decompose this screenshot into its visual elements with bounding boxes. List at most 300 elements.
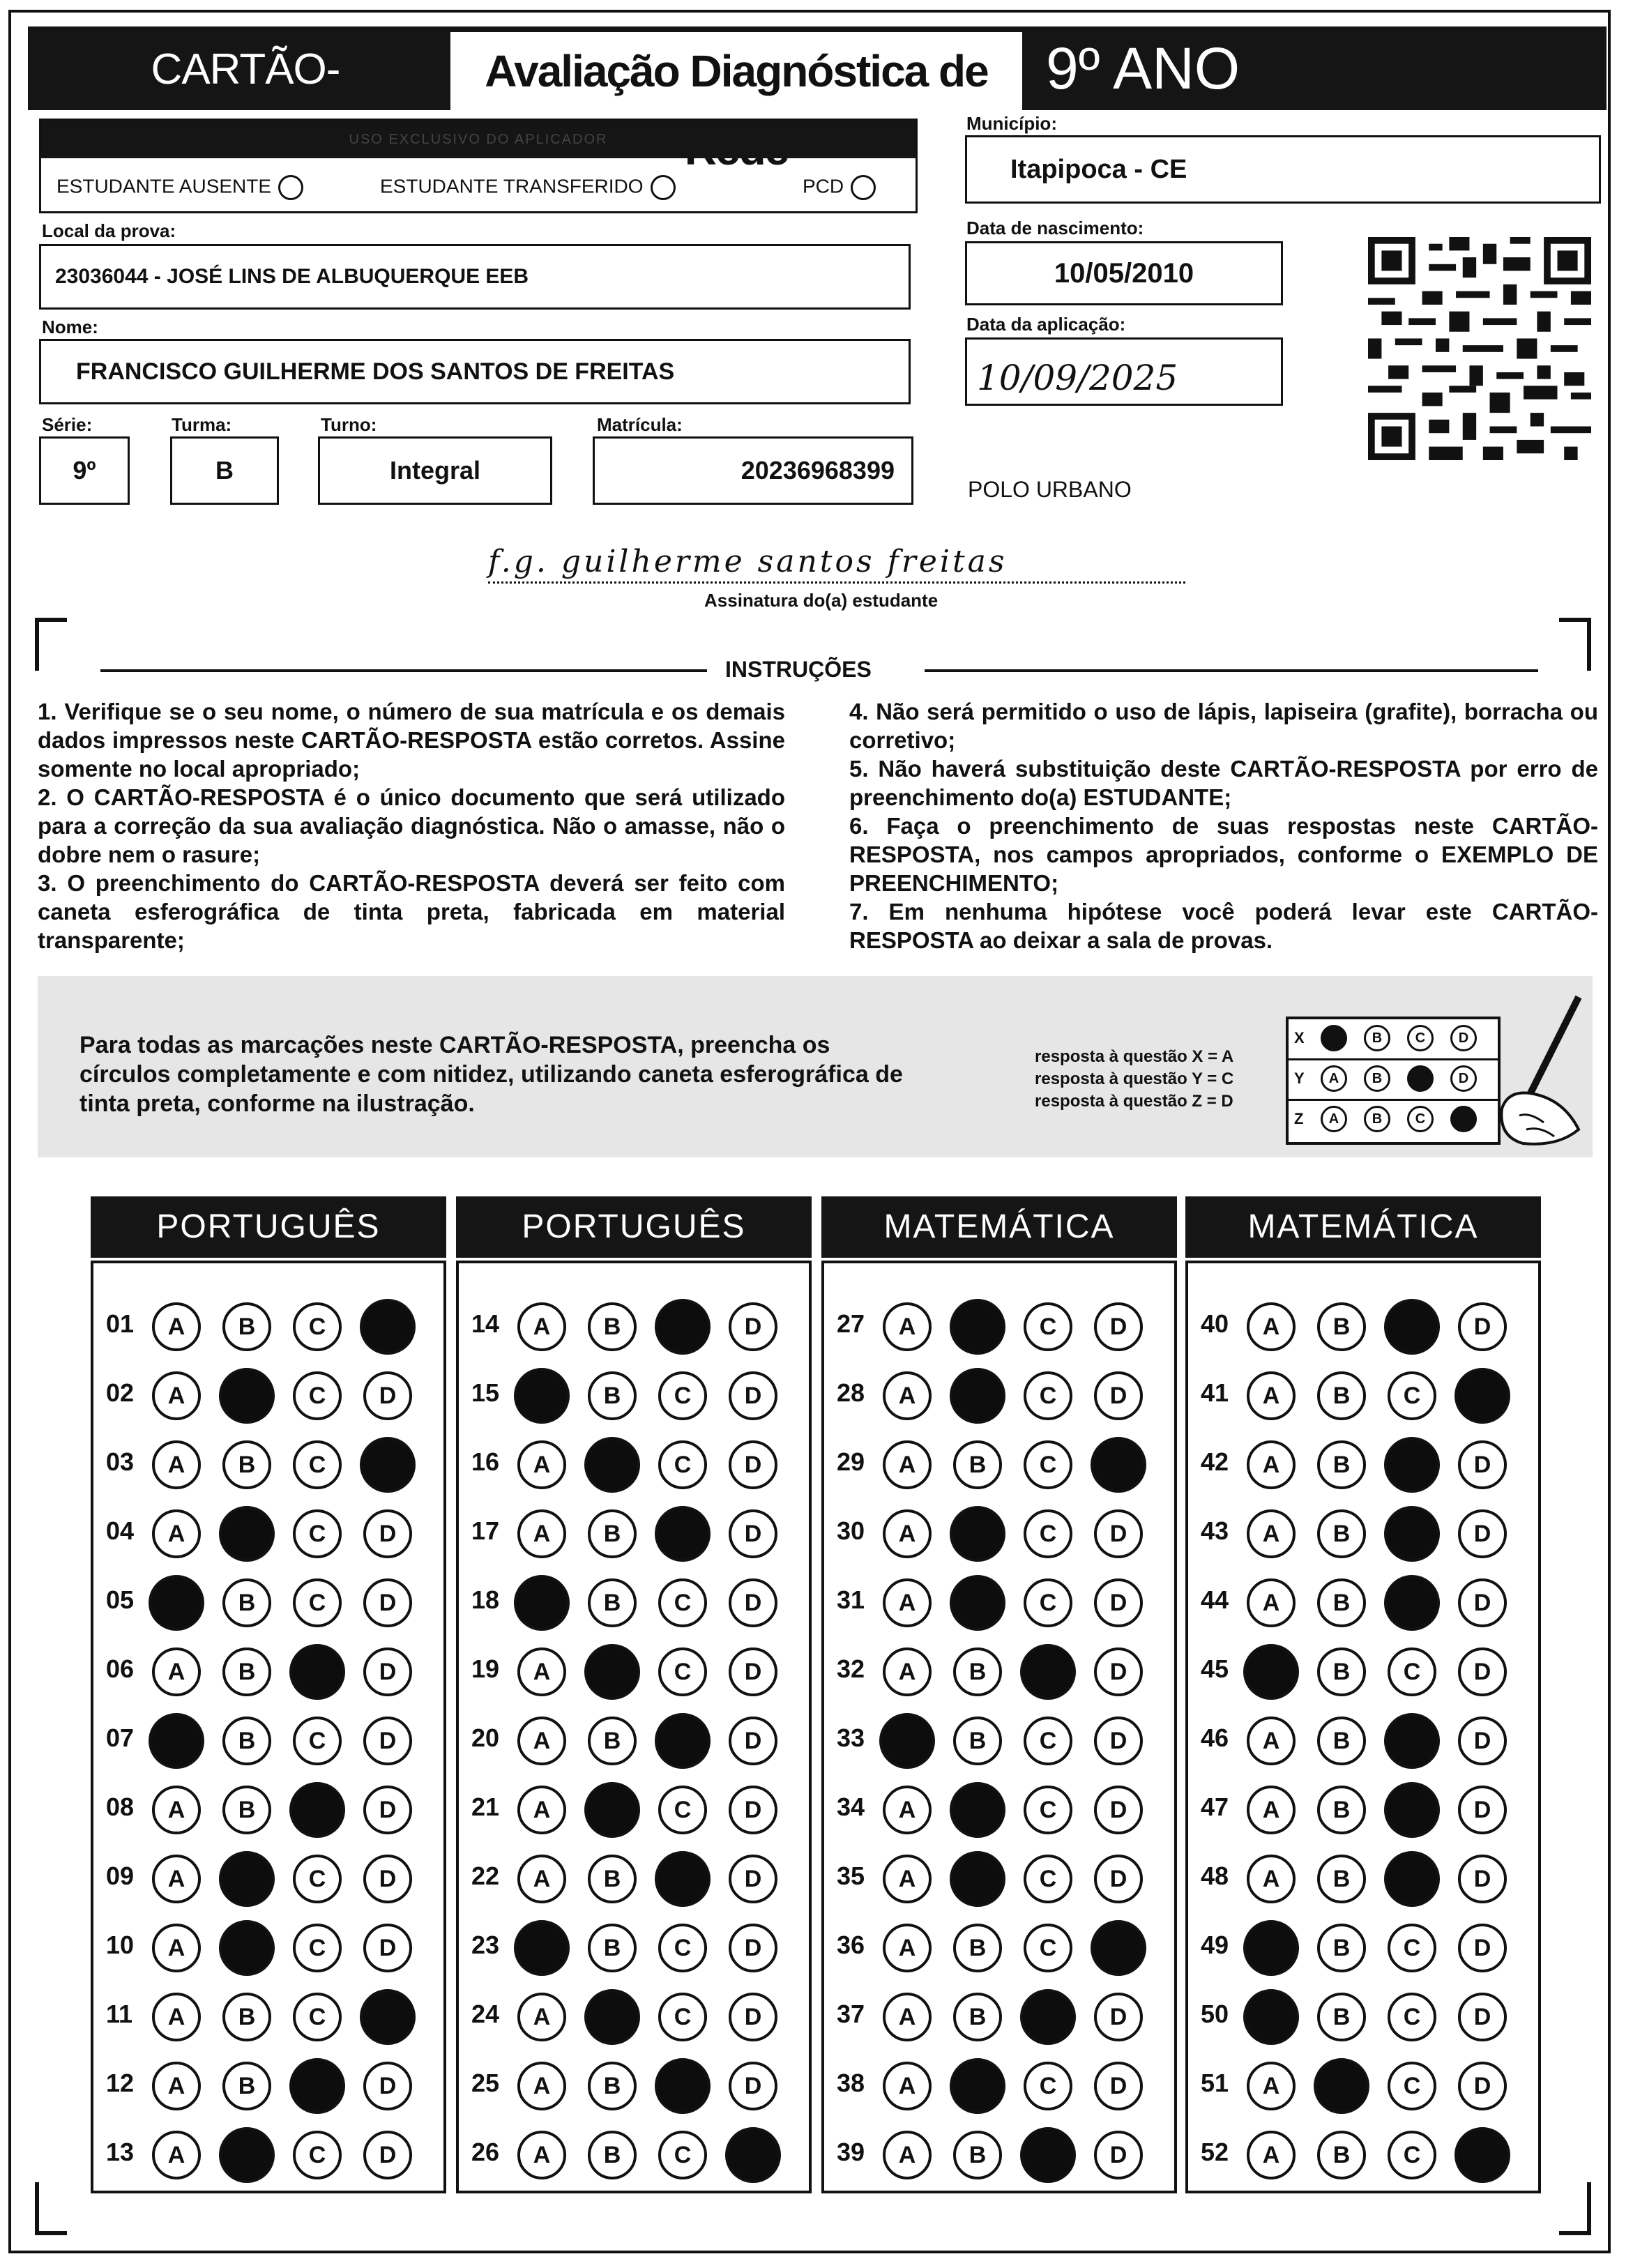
question-row xyxy=(106,2117,434,2186)
question-number: 30 xyxy=(837,1516,865,1545)
answer-bubble-b[interactable]: B xyxy=(1317,1302,1366,1351)
answer-bubble-a[interactable]: A xyxy=(517,1302,566,1351)
answer-bubble-d[interactable]: D xyxy=(729,1786,777,1834)
question-number: 49 xyxy=(1201,1931,1229,1959)
question-row xyxy=(837,1841,1164,1910)
answer-bubble-d[interactable]: D xyxy=(1458,1302,1507,1351)
answer-bubble-b[interactable]: B xyxy=(953,1647,1002,1696)
answer-bubble-d[interactable]: D xyxy=(729,2062,777,2110)
answer-bubble-c[interactable]: C xyxy=(289,1644,345,1700)
transferred-option[interactable] xyxy=(380,175,676,200)
answer-bubble-c[interactable]: C xyxy=(1384,1713,1440,1769)
answer-bubble-b[interactable]: B xyxy=(1317,1371,1366,1420)
answer-bubble-c[interactable]: C xyxy=(293,2131,342,2179)
answer-bubble-d[interactable]: D xyxy=(1458,1855,1507,1903)
question-number: 26 xyxy=(471,2138,500,2166)
answer-bubble-b[interactable]: B xyxy=(950,1299,1005,1355)
answer-bubble-c[interactable]: C xyxy=(293,1371,342,1420)
answer-bubble-d[interactable]: D xyxy=(1454,1368,1510,1424)
answer-bubble-c[interactable]: C xyxy=(289,1782,345,1838)
answer-bubble-a[interactable]: A xyxy=(517,2131,566,2179)
question-row xyxy=(837,1495,1164,1565)
answer-bubble-a[interactable]: A xyxy=(1247,1717,1296,1765)
answer-bubble-d[interactable]: D xyxy=(360,1299,416,1355)
answer-bubble-d[interactable]: D xyxy=(1458,1440,1507,1489)
answer-bubble-b[interactable]: B xyxy=(953,1924,1002,1972)
instruction-3: 3. O preenchimento do CARTÃO-RESPOSTA deverá ser feito com caneta esferográfica de tinta preta, fabricada em material transparente; xyxy=(38,870,785,953)
question-number: 36 xyxy=(837,1931,865,1959)
answer-bubble-d[interactable]: D xyxy=(1094,1371,1143,1420)
answer-bubble-b[interactable]: B xyxy=(584,1437,640,1493)
answer-bubble-d[interactable]: D xyxy=(363,1578,412,1627)
question-row xyxy=(106,1357,434,1427)
question-number: 27 xyxy=(837,1309,865,1338)
answer-bubble-d[interactable]: D xyxy=(1094,2131,1143,2179)
answer-bubble-b[interactable]: B xyxy=(588,1924,637,1972)
answer-bubble-b[interactable]: B xyxy=(588,1578,637,1627)
answer-bubble-d[interactable]: D xyxy=(1094,2062,1143,2110)
answer-bubble-d[interactable]: D xyxy=(1458,1509,1507,1558)
answer-bubble-a[interactable]: A xyxy=(1247,1578,1296,1627)
answer-bubble-d[interactable]: D xyxy=(360,1989,416,2045)
answer-bubble-c[interactable]: C xyxy=(1024,1855,1072,1903)
answer-bubble-c[interactable]: C xyxy=(1388,1371,1436,1420)
answer-bubble-a[interactable]: A xyxy=(1247,1786,1296,1834)
answer-bubble-a[interactable]: A xyxy=(514,1575,570,1631)
answer-bubble-a[interactable]: A xyxy=(883,1993,932,2041)
answer-bubble-b[interactable]: B xyxy=(584,1782,640,1838)
answer-bubble-a[interactable]: A xyxy=(883,1302,932,1351)
column-header: MATEMÁTICA xyxy=(1185,1196,1541,1258)
answer-bubble-d[interactable]: D xyxy=(729,1647,777,1696)
answer-bubble-a[interactable]: A xyxy=(883,1786,932,1834)
answer-bubble-b[interactable]: B xyxy=(950,1506,1005,1562)
question-number: 17 xyxy=(471,1516,500,1545)
answer-bubble-d[interactable]: D xyxy=(729,1993,777,2041)
answer-bubble-c[interactable]: C xyxy=(1388,1924,1436,1972)
answer-bubble-a[interactable]: A xyxy=(1243,1920,1299,1976)
answer-bubble-b[interactable]: B xyxy=(953,2131,1002,2179)
answer-bubble-c[interactable]: C xyxy=(1388,1647,1436,1696)
answer-bubble-c[interactable]: C xyxy=(1024,1717,1072,1765)
answer-bubble-b[interactable]: B xyxy=(222,1302,271,1351)
answer-bubble-c[interactable]: C xyxy=(658,1993,707,2041)
answer-bubble-c[interactable]: C xyxy=(293,1509,342,1558)
turma-label: Turma: xyxy=(172,414,232,435)
answer-bubble-b[interactable]: B xyxy=(1317,1855,1366,1903)
answer-bubble-a[interactable]: A xyxy=(152,1647,201,1696)
example-row xyxy=(1289,1019,1498,1060)
answer-bubble-a[interactable]: A xyxy=(152,1302,201,1351)
question-row xyxy=(1201,1703,1528,1772)
example-legend xyxy=(1035,1046,1233,1113)
question-row xyxy=(106,1910,434,1979)
answer-bubble-a[interactable]: A xyxy=(883,1578,932,1627)
answer-bubble-c[interactable]: C xyxy=(293,1440,342,1489)
answer-bubble-d[interactable]: D xyxy=(725,2127,781,2183)
question-number: 37 xyxy=(837,2000,865,2028)
question-row xyxy=(106,1495,434,1565)
answer-bubble-b[interactable]: B xyxy=(1317,1717,1366,1765)
answer-bubble-a[interactable]: A xyxy=(1247,1440,1296,1489)
answer-bubble-c[interactable]: C xyxy=(1384,1851,1440,1907)
question-number: 45 xyxy=(1201,1654,1229,1683)
answer-bubble-c[interactable]: C xyxy=(289,2058,345,2114)
answer-bubble-d[interactable]: D xyxy=(1458,1717,1507,1765)
answer-bubble-a[interactable]: A xyxy=(883,2062,932,2110)
answer-bubble-a[interactable]: A xyxy=(517,1647,566,1696)
answer-bubble-c[interactable]: C xyxy=(658,1786,707,1834)
answer-bubble-b[interactable]: B xyxy=(950,1782,1005,1838)
student-signature: f.g. guilherme santos freitas xyxy=(488,544,1008,579)
answer-bubble-a[interactable]: A xyxy=(517,2062,566,2110)
question-number: 43 xyxy=(1201,1516,1229,1545)
answer-bubble-a[interactable]: A xyxy=(1247,1855,1296,1903)
answer-bubble-a[interactable]: A xyxy=(152,1440,201,1489)
answer-bubble-b[interactable]: B xyxy=(950,2058,1005,2114)
answer-bubble-d[interactable]: D xyxy=(360,1437,416,1493)
answer-bubble-b[interactable]: B xyxy=(1317,1440,1366,1489)
column-header: MATEMÁTICA xyxy=(821,1196,1177,1258)
question-number: 21 xyxy=(471,1793,500,1821)
answer-bubble-a[interactable]: A xyxy=(1247,1302,1296,1351)
answer-bubble-c[interactable]: C xyxy=(1024,1440,1072,1489)
answer-bubble-c[interactable]: C xyxy=(1024,1786,1072,1834)
card-title: CARTÃO- xyxy=(151,45,340,93)
question-row xyxy=(1201,1979,1528,2048)
answer-bubble-a[interactable]: A xyxy=(152,1855,201,1903)
instructions-right xyxy=(849,697,1598,954)
answer-bubble-c[interactable]: C xyxy=(658,1440,707,1489)
serie-label: Série: xyxy=(42,414,93,435)
question-number: 08 xyxy=(106,1793,135,1821)
answer-bubble-a[interactable]: A xyxy=(517,1993,566,2041)
answer-bubble-b[interactable]: B xyxy=(1317,1993,1366,2041)
answer-bubble-d[interactable]: D xyxy=(363,1924,412,1972)
answer-bubble-a[interactable]: A xyxy=(149,1713,204,1769)
example-grid xyxy=(1286,1017,1501,1145)
answer-bubble-c[interactable]: C xyxy=(1024,1302,1072,1351)
example-bubble-b: B xyxy=(1364,1065,1390,1092)
question-number: 50 xyxy=(1201,2000,1229,2028)
example-legend-x: resposta à questão X = A xyxy=(1035,1047,1234,1066)
instructions-rule-left xyxy=(100,669,707,672)
answer-bubble-d[interactable]: D xyxy=(1094,1786,1143,1834)
answer-bubble-c[interactable]: C xyxy=(655,1506,711,1562)
answer-bubble-a[interactable]: A xyxy=(883,1924,932,1972)
absent-circle[interactable] xyxy=(278,175,303,200)
pcd-option[interactable] xyxy=(803,175,876,200)
answer-bubble-a[interactable]: A xyxy=(1243,1989,1299,2045)
question-row xyxy=(106,1772,434,1841)
answer-bubble-d[interactable]: D xyxy=(363,1371,412,1420)
answer-bubble-a[interactable]: A xyxy=(1243,1644,1299,1700)
answer-bubble-d[interactable]: D xyxy=(363,1717,412,1765)
answer-bubble-b[interactable]: B xyxy=(219,1920,275,1976)
answer-bubble-c[interactable]: C xyxy=(293,1924,342,1972)
applicator-header: USO EXCLUSIVO DO APLICADOR xyxy=(41,121,916,158)
question-row xyxy=(1201,1288,1528,1358)
answer-bubble-b[interactable]: B xyxy=(953,1717,1002,1765)
answer-bubble-c[interactable]: C xyxy=(1384,1575,1440,1631)
answer-bubble-d[interactable]: D xyxy=(363,2131,412,2179)
answer-bubble-a[interactable]: A xyxy=(517,1717,566,1765)
question-number: 39 xyxy=(837,2138,865,2166)
answer-bubble-b[interactable]: B xyxy=(584,1989,640,2045)
answer-bubble-c[interactable]: C xyxy=(658,1371,707,1420)
answer-bubble-d[interactable]: D xyxy=(1458,1578,1507,1627)
question-number: 41 xyxy=(1201,1378,1229,1407)
answer-bubble-b[interactable]: B xyxy=(950,1368,1005,1424)
question-row xyxy=(1201,2048,1528,2117)
question-row xyxy=(1201,1841,1528,1910)
answer-bubble-a[interactable]: A xyxy=(152,2062,201,2110)
example-row-label: X xyxy=(1294,1029,1305,1047)
question-row xyxy=(106,1288,434,1358)
answer-bubble-c[interactable]: C xyxy=(655,2058,711,2114)
answer-bubble-b[interactable]: B xyxy=(222,1993,271,2041)
answer-bubble-c[interactable]: C xyxy=(1024,1509,1072,1558)
answer-bubble-c[interactable]: C xyxy=(1384,1299,1440,1355)
answer-bubble-d[interactable]: D xyxy=(1094,1302,1143,1351)
answer-bubble-b[interactable]: B xyxy=(588,1717,637,1765)
answer-bubble-c[interactable]: C xyxy=(658,1578,707,1627)
answer-bubble-c[interactable]: C xyxy=(293,1578,342,1627)
question-number: 09 xyxy=(106,1862,135,1890)
question-number: 07 xyxy=(106,1723,135,1752)
answer-bubble-a[interactable]: A xyxy=(152,1371,201,1420)
answer-bubble-c[interactable]: C xyxy=(1020,1989,1076,2045)
answer-bubble-a[interactable]: A xyxy=(152,1509,201,1558)
answer-bubble-b[interactable]: B xyxy=(588,1855,637,1903)
answer-bubble-b[interactable]: B xyxy=(222,2062,271,2110)
answer-bubble-a[interactable]: A xyxy=(517,1509,566,1558)
answer-bubble-c[interactable]: C xyxy=(1024,2062,1072,2110)
answer-bubble-a[interactable]: A xyxy=(883,1371,932,1420)
question-row xyxy=(106,1703,434,1772)
answer-bubble-c[interactable]: C xyxy=(1384,1506,1440,1562)
answer-bubble-d[interactable]: D xyxy=(729,1924,777,1972)
answer-bubble-d[interactable]: D xyxy=(1094,1717,1143,1765)
column-header: PORTUGUÊS xyxy=(91,1196,446,1258)
qr-code xyxy=(1368,237,1591,460)
question-number: 24 xyxy=(471,2000,500,2028)
answer-bubble-b[interactable]: B xyxy=(1317,2131,1366,2179)
answer-bubble-a[interactable]: A xyxy=(514,1920,570,1976)
matricula-label: Matrícula: xyxy=(597,414,683,435)
answer-bubble-b[interactable]: B xyxy=(588,1509,637,1558)
municipio-label: Município: xyxy=(966,113,1057,134)
example-row-label: Z xyxy=(1294,1110,1304,1127)
answer-bubble-a[interactable]: A xyxy=(883,1509,932,1558)
answer-bubble-c[interactable]: C xyxy=(658,2131,707,2179)
answer-bubble-d[interactable]: D xyxy=(729,1855,777,1903)
answer-bubble-d[interactable]: D xyxy=(1091,1437,1146,1493)
answer-bubble-a[interactable]: A xyxy=(883,2131,932,2179)
answer-bubble-d[interactable]: D xyxy=(1458,2062,1507,2110)
answer-bubble-d[interactable]: D xyxy=(363,1647,412,1696)
answer-bubble-c[interactable]: C xyxy=(1024,1924,1072,1972)
answer-bubble-b[interactable]: B xyxy=(1317,1786,1366,1834)
answer-bubble-b[interactable]: B xyxy=(1317,1578,1366,1627)
answer-bubble-d[interactable]: D xyxy=(1094,1855,1143,1903)
answer-bubble-b[interactable]: B xyxy=(584,1644,640,1700)
question-row xyxy=(471,1288,799,1358)
answer-bubble-b[interactable]: B xyxy=(1317,1924,1366,1972)
question-row xyxy=(471,1426,799,1496)
answer-bubble-a[interactable]: A xyxy=(517,1440,566,1489)
answer-bubble-a[interactable]: A xyxy=(883,1647,932,1696)
answer-bubble-b[interactable]: B xyxy=(222,1717,271,1765)
question-row xyxy=(471,1841,799,1910)
answer-bubble-d[interactable]: D xyxy=(729,1302,777,1351)
question-number: 14 xyxy=(471,1309,500,1338)
pcd-circle[interactable] xyxy=(851,175,876,200)
answer-bubble-d[interactable]: D xyxy=(729,1440,777,1489)
answer-bubble-d[interactable]: D xyxy=(363,1786,412,1834)
pcd-label: PCD xyxy=(803,175,844,197)
answer-bubble-a[interactable]: A xyxy=(1247,2131,1296,2179)
signature-label: Assinatura do(a) estudante xyxy=(704,590,939,611)
answer-bubble-c[interactable]: C xyxy=(293,1717,342,1765)
question-number: 40 xyxy=(1201,1309,1229,1338)
transferred-circle[interactable] xyxy=(651,175,676,200)
answer-bubble-b[interactable]: B xyxy=(1314,2058,1369,2114)
question-number: 16 xyxy=(471,1447,500,1476)
answer-bubble-c[interactable]: C xyxy=(655,1713,711,1769)
answer-bubble-a[interactable]: A xyxy=(152,1924,201,1972)
answer-bubble-b[interactable]: B xyxy=(588,1371,637,1420)
answer-bubble-c[interactable]: C xyxy=(1388,2062,1436,2110)
answer-bubble-b[interactable]: B xyxy=(219,2127,275,2183)
answer-bubble-c[interactable]: C xyxy=(655,1299,711,1355)
answer-bubble-b[interactable]: B xyxy=(222,1440,271,1489)
question-number: 19 xyxy=(471,1654,500,1683)
absent-option[interactable] xyxy=(56,175,303,200)
answer-bubble-d[interactable]: D xyxy=(729,1371,777,1420)
turma-field: B xyxy=(170,436,279,505)
question-number: 47 xyxy=(1201,1793,1229,1821)
answer-bubble-d[interactable]: D xyxy=(729,1717,777,1765)
answer-bubble-b[interactable]: B xyxy=(953,1440,1002,1489)
answer-bubble-c[interactable]: C xyxy=(293,1855,342,1903)
answer-bubble-a[interactable]: A xyxy=(1247,1509,1296,1558)
answer-bubble-d[interactable]: D xyxy=(1094,1509,1143,1558)
answer-bubble-b[interactable]: B xyxy=(222,1647,271,1696)
answer-bubble-d[interactable]: D xyxy=(1458,1924,1507,1972)
answer-bubble-b[interactable]: B xyxy=(588,1302,637,1351)
question-number: 25 xyxy=(471,2069,500,2097)
answer-bubble-c[interactable]: C xyxy=(1384,1782,1440,1838)
question-row xyxy=(837,1288,1164,1358)
answer-bubble-a[interactable]: A xyxy=(152,2131,201,2179)
answer-bubble-a[interactable]: A xyxy=(152,1786,201,1834)
answer-bubble-d[interactable]: D xyxy=(1454,2127,1510,2183)
answer-bubble-d[interactable]: D xyxy=(1094,1578,1143,1627)
answer-bubble-c[interactable]: C xyxy=(293,1302,342,1351)
question-row xyxy=(837,2048,1164,2117)
answer-bubble-a[interactable]: A xyxy=(149,1575,204,1631)
answer-bubble-a[interactable]: A xyxy=(152,1993,201,2041)
question-row xyxy=(1201,1910,1528,1979)
answer-bubble-c[interactable]: C xyxy=(1384,1437,1440,1493)
answer-bubble-a[interactable]: A xyxy=(879,1713,935,1769)
answer-bubble-a[interactable]: A xyxy=(517,1786,566,1834)
example-bubble-c: C xyxy=(1407,1025,1434,1051)
answer-bubble-b[interactable]: B xyxy=(588,2131,637,2179)
answer-bubble-d[interactable]: D xyxy=(1458,1786,1507,1834)
answer-bubble-c[interactable]: C xyxy=(655,1851,711,1907)
answer-bubble-a[interactable]: A xyxy=(883,1855,932,1903)
answer-bubble-b[interactable]: B xyxy=(1317,1509,1366,1558)
instruction-4: 4. Não será permitido o uso de lápis, lapiseira (grafite), borracha ou corretivo; xyxy=(849,699,1598,753)
answer-bubble-d[interactable]: D xyxy=(1458,1647,1507,1696)
answer-bubble-d[interactable]: D xyxy=(1094,1647,1143,1696)
answer-bubble-a[interactable]: A xyxy=(883,1440,932,1489)
answer-bubble-d[interactable]: D xyxy=(1458,1993,1507,2041)
corner-bottom-right xyxy=(1559,2182,1591,2235)
answer-bubble-d[interactable]: D xyxy=(363,1509,412,1558)
answer-bubble-b[interactable]: B xyxy=(588,2062,637,2110)
question-number: 22 xyxy=(471,1862,500,1890)
answer-bubble-b[interactable]: B xyxy=(1317,1647,1366,1696)
question-row xyxy=(471,2117,799,2186)
answer-bubble-c[interactable]: C xyxy=(1388,1993,1436,2041)
answer-bubble-c[interactable]: C xyxy=(1388,2131,1436,2179)
answer-bubble-a[interactable]: A xyxy=(1247,2062,1296,2110)
answer-bubble-d[interactable]: D xyxy=(1091,1920,1146,1976)
answer-bubble-a[interactable]: A xyxy=(1247,1371,1296,1420)
assessment-title: Avaliação Diagnóstica de xyxy=(450,32,1022,110)
example-bubble-d: D xyxy=(1450,1065,1477,1092)
answer-bubble-d[interactable]: D xyxy=(363,1855,412,1903)
answer-bubble-b[interactable]: B xyxy=(222,1786,271,1834)
instructions-title: INSTRUÇÕES xyxy=(725,657,872,682)
answer-bubble-a[interactable]: A xyxy=(517,1855,566,1903)
answer-bubble-d[interactable]: D xyxy=(729,1578,777,1627)
question-number: 28 xyxy=(837,1378,865,1407)
question-row xyxy=(106,1841,434,1910)
answer-bubble-c[interactable]: C xyxy=(658,1647,707,1696)
question-row xyxy=(471,1634,799,1703)
question-row xyxy=(1201,1772,1528,1841)
question-row xyxy=(1201,1565,1528,1634)
answer-bubble-d[interactable]: D xyxy=(1094,1993,1143,2041)
answer-bubble-d[interactable]: D xyxy=(729,1509,777,1558)
answer-bubble-c[interactable]: C xyxy=(658,1924,707,1972)
instructions-left xyxy=(38,697,785,954)
answer-bubble-a[interactable]: A xyxy=(514,1368,570,1424)
example-bubble-b: B xyxy=(1364,1106,1390,1132)
pen-hand-icon xyxy=(1488,990,1593,1150)
question-row xyxy=(471,1772,799,1841)
answer-bubble-b[interactable]: B xyxy=(950,1575,1005,1631)
question-number: 34 xyxy=(837,1793,865,1821)
answer-bubble-c[interactable]: C xyxy=(1024,1578,1072,1627)
answer-bubble-b[interactable]: B xyxy=(953,1993,1002,2041)
answer-bubble-b[interactable]: B xyxy=(219,1506,275,1562)
answer-bubble-c[interactable]: C xyxy=(293,1993,342,2041)
answer-bubble-c[interactable]: C xyxy=(1020,2127,1076,2183)
answer-bubble-c[interactable]: C xyxy=(1024,1371,1072,1420)
answer-bubble-b[interactable]: B xyxy=(219,1851,275,1907)
answer-bubble-b[interactable]: B xyxy=(222,1578,271,1627)
answer-bubble-b[interactable]: B xyxy=(950,1851,1005,1907)
answer-bubble-b[interactable]: B xyxy=(219,1368,275,1424)
answer-bubble-c[interactable]: C xyxy=(1020,1644,1076,1700)
question-row xyxy=(837,1426,1164,1496)
answer-bubble-d[interactable]: D xyxy=(363,2062,412,2110)
